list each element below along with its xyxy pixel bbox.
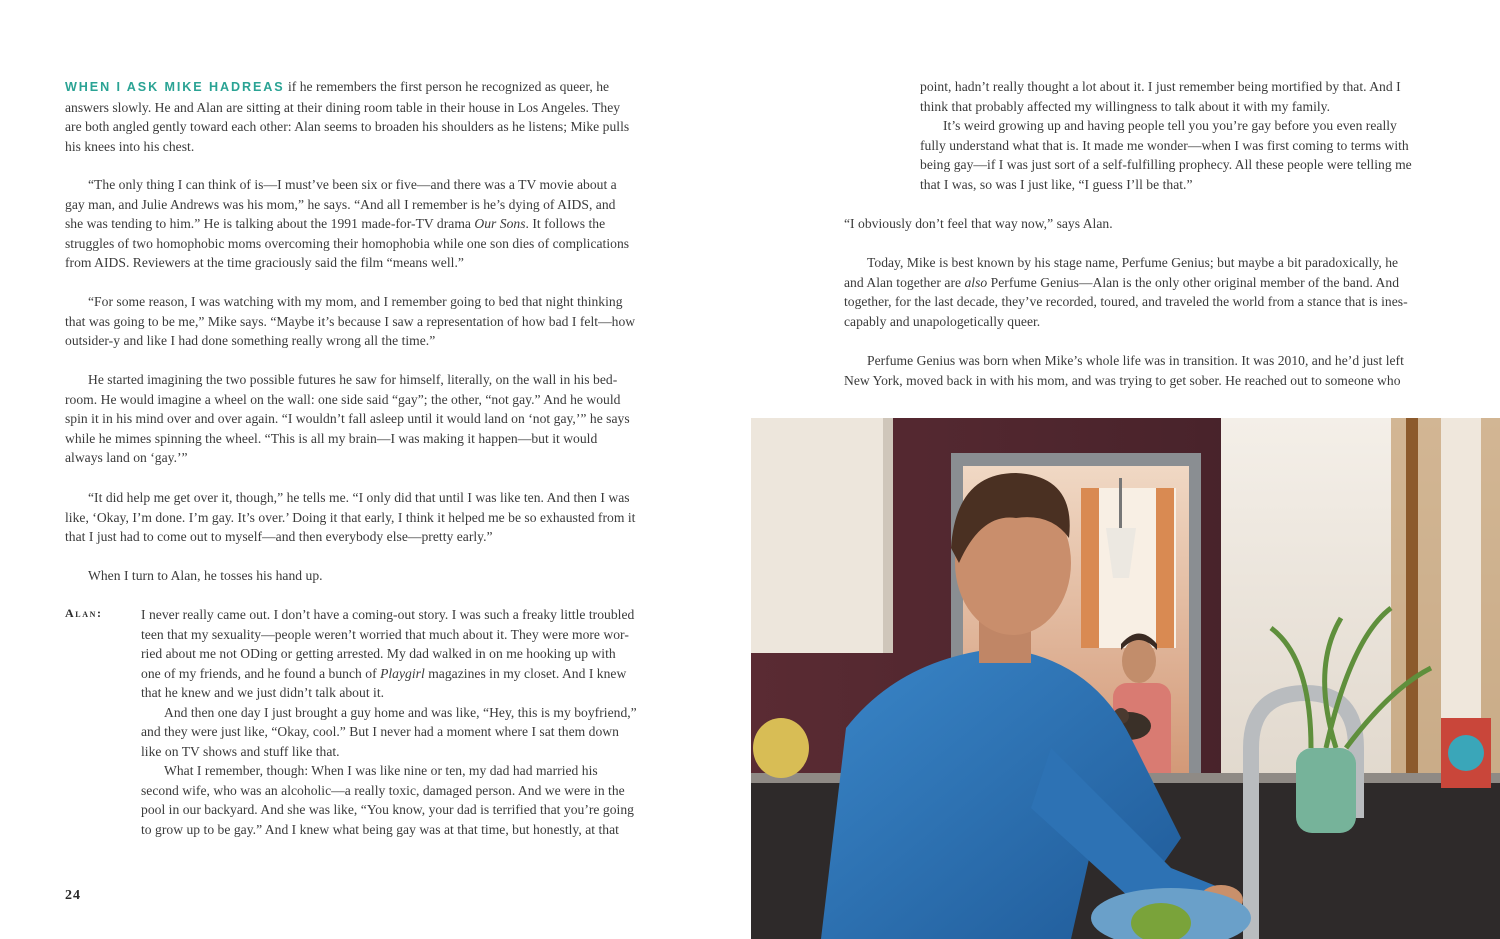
kitchen-photo	[751, 418, 1500, 939]
vase	[1296, 748, 1356, 833]
emphasis-also: also	[964, 274, 988, 290]
paragraph-tv-movie: “The only thing I can think of is—I must’ve been six or five—and there was a TV movie about a gay man, and Julie Andrews was his mom,” he says. “And all I remember is he’s dying of AIDS, and she was tending to him.” He is talking about the 1991 made-for-TV drama Our Sons. It follows the struggles of two homophobic moms overcoming their homophobia while one son dies of complications from AIDS. Reviewers at the time graciously said the film “means well.”	[65, 177, 630, 270]
alan-quote-block: I never really came out. I don’t have a coming-out story. I was such a freaky little troubled teen that my sexuality—people weren’t worried that much about it. They were more wor- ried about me not ODing or getting arrested. My dad walked in on me hooking up with one of my friends, and he found a bunch of Playgirl magazines in my closet. And I knew that he knew and we just didn’t talk about it. And then one day I just brought a guy home and was like, “Hey, this is my boyfriend,” and they were just like, “Okay, cool.” But I never had a moment where I sat them down like on TV shows and stuff like that. What I remember, though: When I was like nine or ten, my dad had married his second wife, who was an alcoholic—a really toxic, damaged person. And we were in the pool in our backyard. And she was like, “You know, your dad is terrified that you’re going to grow up to be gay.” And I knew what being gay was at that time, but honestly, at that	[141, 607, 637, 837]
paragraph-born-2010: Perfume Genius was born when Mike’s whole life was in transition. It was 2010, and he’d just left New York, moved back in with his mom, and was trying to get sober. He reached out to someone who	[844, 353, 1404, 388]
alan-quote-continued: point, hadn’t really thought a lot about it. I just remember being mortified by that. And I think that probably affected my willingness to talk about it with my family. It’s weird growing up and having people tell you you’re gay before you even really fully understand what that is. It made me wonder—when I was first coming to terms with being gay—if I was just sort of a self-fulfilling prophecy. All these people were telling me that I was, so was I just like, “I guess I’ll be that.”	[920, 79, 1412, 192]
paragraph-dont-feel: “I obviously don’t feel that way now,” says Alan.	[844, 216, 1113, 231]
opening-paragraph: WHEN I ASK MIKE HADREAS if he remembers the first person he recognized as queer, he answers slowly. He and Alan are sitting at their dining room table in their house in Los Angeles. They are both angled gently toward each other: Alan seems to broaden his shoulders as he listens; Mike pulls his knees into his chest.	[65, 79, 630, 154]
kitchen-photo-illustration	[751, 418, 1500, 939]
background-person-head	[1122, 639, 1156, 683]
paragraph-turn-to-alan: When I turn to Alan, he tosses his hand up.	[88, 568, 323, 583]
film-title: Our Sons	[474, 216, 526, 231]
paragraph-get-over-it: “It did help me get over it, though,” he tells me. “I only did that until I was like ten. And then I was like, ‘Okay, I’m done. I’m gay. It’s over.’ Doing it that early, I think it helped me be so exhausted from it that I just had to come out to myself—and then everybody else—pretty early.”	[65, 490, 636, 544]
magazine-title: Playgirl	[380, 665, 425, 681]
gourd	[753, 718, 809, 778]
paragraph-watching: “For some reason, I was watching with my mom, and I remember going to bed that night thinking that was going to be me,” Mike says. “Maybe it’s because I saw a representation of how bad I felt—how outsider-y and like I had done something really wrong all the time.”	[65, 294, 636, 348]
cabinet	[751, 418, 883, 653]
lead-in-caps: WHEN I ASK MIKE HADREAS	[65, 80, 285, 94]
paragraph-perfume-genius: Today, Mike is best known by his stage name, Perfume Genius; but maybe a bit paradoxically, he and Alan together are also Perfume Genius—Alan is the only other original member of the band. And together, for the last decade, they’ve recorded, toured, and traveled the world from a stance that is ines- capably and unapologetically queer.	[844, 255, 1408, 329]
page-number: 24	[65, 888, 81, 903]
speaker-label-alan: Alan:	[65, 606, 103, 620]
paragraph-wheel: He started imagining the two possible futures he saw for himself, literally, on the wall in his bed- room. He would imagine a wheel on the wall: one side said “gay”; the other, “not gay.” And he would spin it in his mind over and over again. “I wouldn’t fall asleep until it would land on ‘not gay,’” he says while he mimes spinning the wheel. “This is all my brain—I was making it happen—but it would always land on ‘gay.’”	[65, 372, 630, 465]
